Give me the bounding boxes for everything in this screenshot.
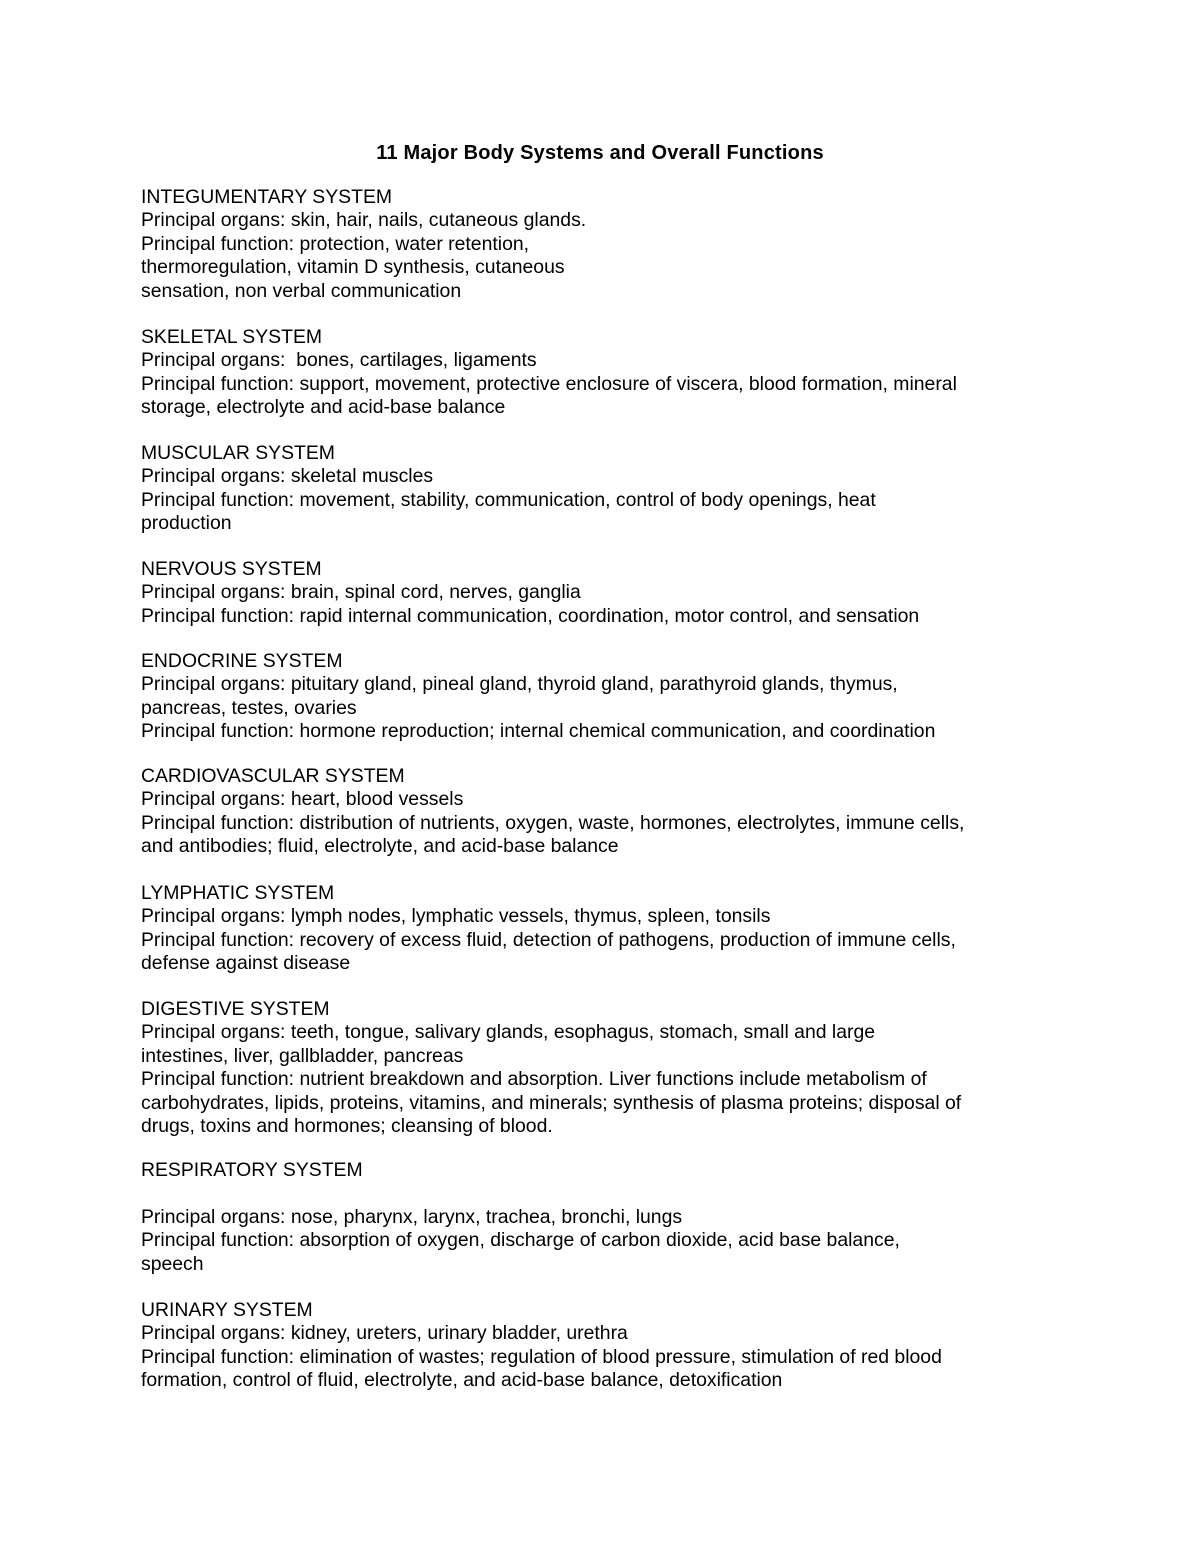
document-title: 11 Major Body Systems and Overall Functions	[376, 142, 824, 164]
section-heading: INTEGUMENTARY SYSTEM	[141, 186, 393, 208]
section-line: Principal function: elimination of wastes; regulation of blood pressure, stimulation of red blood	[141, 1345, 942, 1368]
section-integumentary	[141, 186, 1071, 303]
blank-line	[141, 1182, 1071, 1205]
section-heading: RESPIRATORY SYSTEM	[141, 1159, 363, 1181]
section-nervous	[141, 558, 1071, 628]
section-line: drugs, toxins and hormones; cleansing of blood.	[141, 1115, 553, 1138]
section-muscular	[141, 442, 1071, 536]
section-line: Principal function: nutrient breakdown and absorption. Liver functions include metabolism of	[141, 1068, 927, 1091]
section-line: sensation, non verbal communication	[141, 279, 462, 302]
section-line: Principal organs: kidney, ureters, urinary bladder, urethra	[141, 1322, 628, 1345]
section-line: Principal function: support, movement, protective enclosure of viscera, blood formation, mineral	[141, 372, 957, 395]
section-line: formation, control of fluid, electrolyte, and acid-base balance, detoxification	[141, 1369, 783, 1392]
section-digestive	[141, 998, 1071, 1138]
section-heading: URINARY SYSTEM	[141, 1299, 313, 1321]
section-heading: CARDIOVASCULAR SYSTEM	[141, 765, 405, 787]
section-line: Principal function: absorption of oxygen, discharge of carbon dioxide, acid base balance,	[141, 1229, 900, 1252]
section-line: production	[141, 512, 232, 535]
section-skeletal	[141, 326, 1071, 420]
section-endocrine	[141, 650, 1071, 744]
section-cardiovascular	[141, 765, 1071, 859]
section-line: Principal organs: brain, spinal cord, nerves, ganglia	[141, 581, 581, 604]
section-line: Principal function: distribution of nutrients, oxygen, waste, hormones, electrolytes, immune cells,	[141, 811, 965, 834]
section-respiratory	[141, 1159, 1071, 1276]
section-line: Principal organs: bones, cartilages, ligaments	[141, 349, 537, 372]
section-heading: DIGESTIVE SYSTEM	[141, 998, 330, 1020]
section-line: carbohydrates, lipids, proteins, vitamins, and minerals; synthesis of plasma proteins; disposal of	[141, 1091, 962, 1114]
section-line: pancreas, testes, ovaries	[141, 696, 357, 719]
section-line: Principal organs: teeth, tongue, salivary glands, esophagus, stomach, small and large	[141, 1021, 876, 1044]
section-line: intestines, liver, gallbladder, pancreas	[141, 1044, 464, 1067]
section-heading: ENDOCRINE SYSTEM	[141, 650, 343, 672]
section-line: storage, electrolyte and acid-base balance	[141, 396, 506, 419]
section-heading: SKELETAL SYSTEM	[141, 326, 323, 348]
section-line: Principal function: recovery of excess fluid, detection of pathogens, production of immune cells,	[141, 928, 956, 951]
section-line: Principal function: rapid internal communication, coordination, motor control, and sensation	[141, 604, 920, 627]
section-line: defense against disease	[141, 952, 351, 975]
section-line: Principal organs: lymph nodes, lymphatic vessels, thymus, spleen, tonsils	[141, 905, 771, 928]
section-line: and antibodies; fluid, electrolyte, and acid-base balance	[141, 835, 619, 858]
section-heading: MUSCULAR SYSTEM	[141, 442, 335, 464]
section-lymphatic	[141, 882, 1071, 976]
section-line: Principal organs: nose, pharynx, larynx, trachea, bronchi, lungs	[141, 1205, 683, 1228]
section-line: Principal function: hormone reproduction; internal chemical communication, and coordination	[141, 720, 936, 743]
section-urinary	[141, 1299, 1071, 1393]
section-line: Principal organs: heart, blood vessels	[141, 788, 464, 811]
section-line: Principal function: movement, stability, communication, control of body openings, heat	[141, 488, 876, 511]
section-heading: LYMPHATIC SYSTEM	[141, 882, 335, 904]
section-line: Principal function: protection, water retention,	[141, 232, 530, 255]
section-line: thermoregulation, vitamin D synthesis, cutaneous	[141, 256, 565, 279]
section-line: Principal organs: skeletal muscles	[141, 465, 434, 488]
section-heading: NERVOUS SYSTEM	[141, 558, 322, 580]
section-line: Principal organs: pituitary gland, pineal gland, thyroid gland, parathyroid glands, thymus,	[141, 673, 898, 696]
section-line: speech	[141, 1252, 204, 1275]
section-line: Principal organs: skin, hair, nails, cutaneous glands.	[141, 209, 587, 232]
